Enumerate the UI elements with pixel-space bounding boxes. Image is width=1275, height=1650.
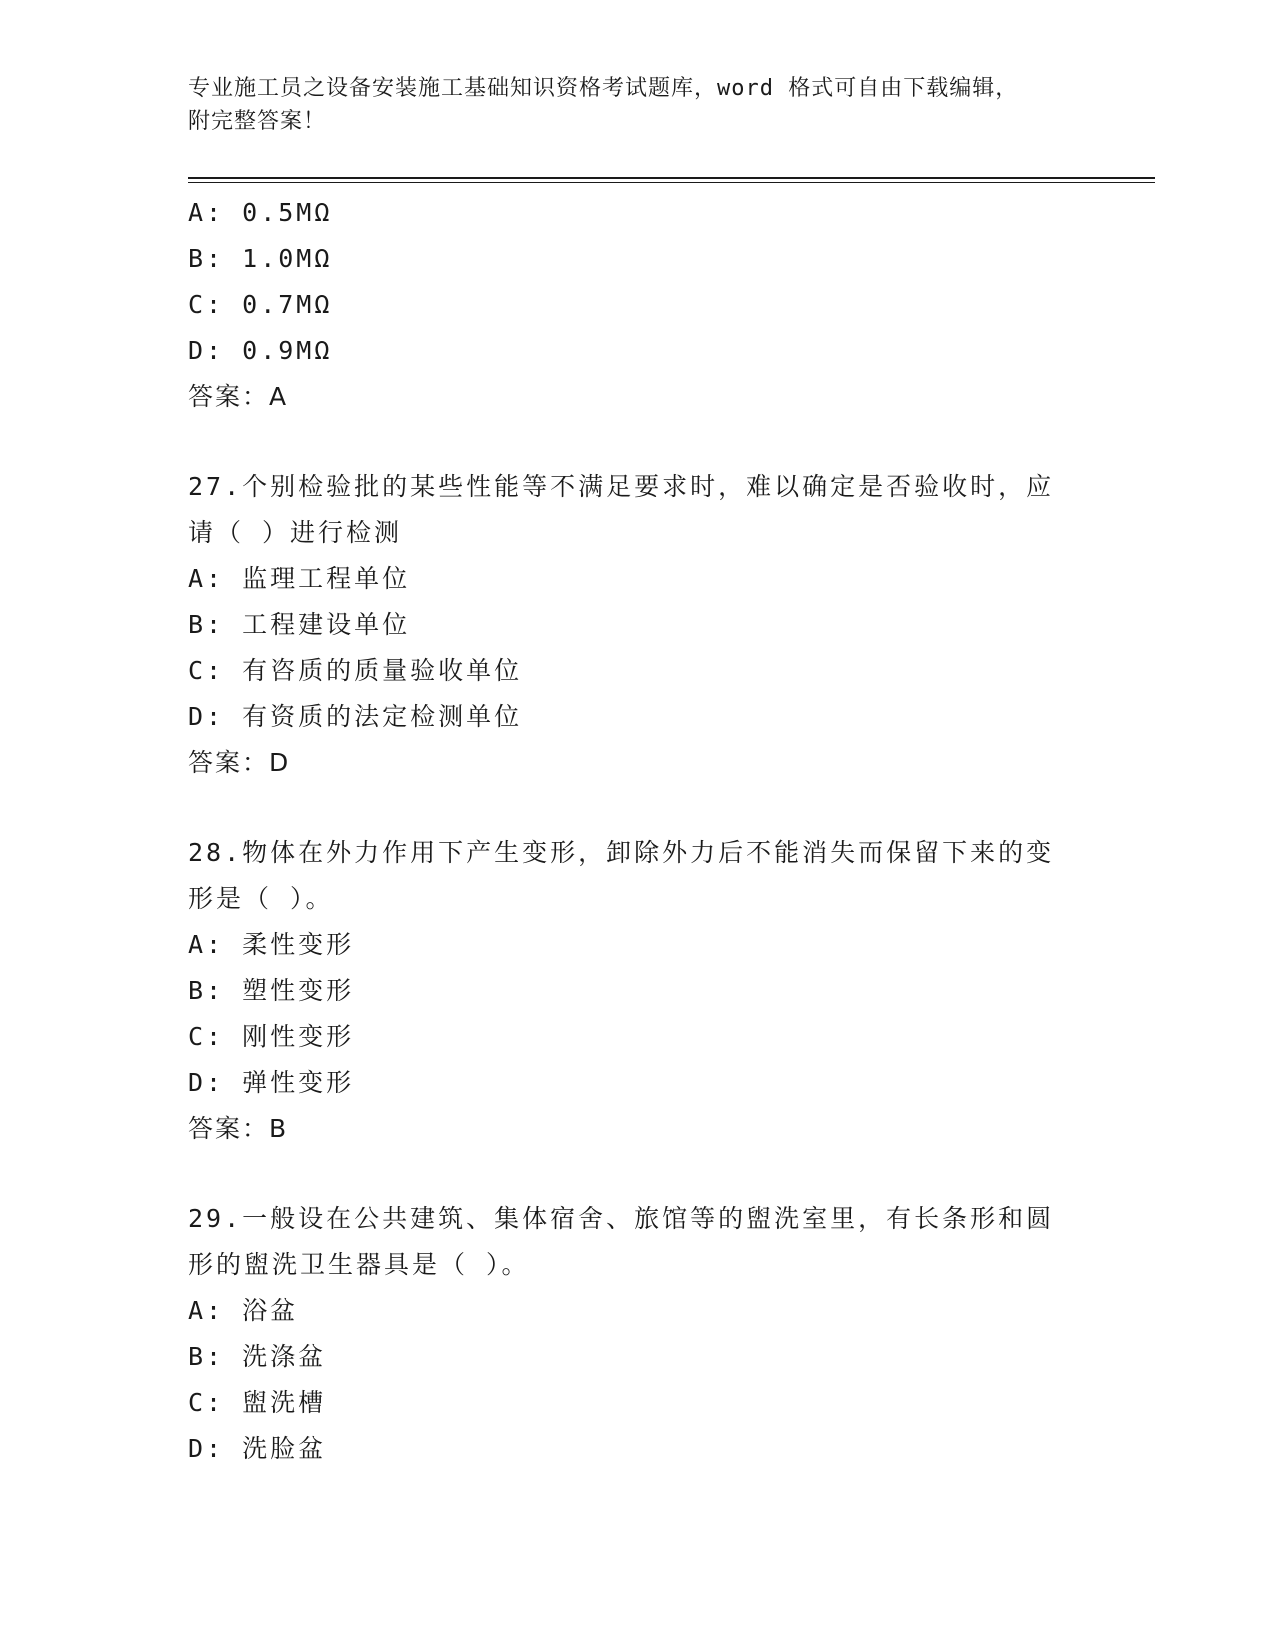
option-c: C: 0.7MΩ (188, 290, 333, 319)
option-c: C: 盥洗槽 (188, 1388, 327, 1417)
question-spacer (188, 786, 1088, 830)
question-stem-line2: 请（ ）进行检测 (188, 518, 403, 547)
question-28 (188, 830, 1088, 1152)
document-header (188, 72, 1088, 138)
question-stem-line1: 27.个别检验批的某些性能等不满足要求时，难以确定是否验收时，应 (188, 472, 1055, 501)
option-d: D: 弹性变形 (188, 1068, 355, 1097)
answer-text: 答案：D (188, 748, 291, 777)
option-b: B: 1.0MΩ (188, 244, 333, 273)
option-d: D: 0.9MΩ (188, 336, 333, 365)
question-stem-line1: 29.一般设在公共建筑、集体宿舍、旅馆等的盥洗室里，有长条形和圆 (188, 1204, 1055, 1233)
question-list (188, 190, 1088, 1472)
option-d: D: 有资质的法定检测单位 (188, 702, 523, 731)
question-spacer (188, 420, 1088, 464)
option-b: B: 洗涤盆 (188, 1342, 327, 1371)
option-a: A: 浴盆 (188, 1296, 299, 1325)
option-a: A: 柔性变形 (188, 930, 355, 959)
question-29 (188, 1196, 1088, 1472)
option-a: A: 0.5MΩ (188, 198, 333, 227)
header-divider-thick (188, 177, 1155, 179)
option-c: C: 刚性变形 (188, 1022, 355, 1051)
option-b: B: 塑性变形 (188, 976, 355, 1005)
question-stem-line2: 形的盥洗卫生器具是（ ）。 (188, 1250, 530, 1279)
answer-text: 答案：A (188, 382, 289, 411)
question-spacer (188, 1152, 1088, 1196)
question-26 (188, 190, 1088, 420)
question-stem-line1: 28.物体在外力作用下产生变形，卸除外力后不能消失而保留下来的变 (188, 838, 1055, 867)
question-27 (188, 464, 1088, 786)
header-title-line1: 专业施工员之设备安装施工基础知识资格考试题库，word 格式可自由下载编辑， (188, 76, 1019, 101)
option-c: C: 有咨质的质量验收单位 (188, 656, 523, 685)
option-a: A: 监理工程单位 (188, 564, 411, 593)
option-b: B: 工程建设单位 (188, 610, 411, 639)
answer-text: 答案：B (188, 1114, 289, 1143)
option-d: D: 洗脸盆 (188, 1434, 327, 1463)
header-divider-thin (188, 182, 1155, 183)
question-stem-line2: 形是（ ）。 (188, 884, 334, 913)
header-title-line2: 附完整答案！ (188, 109, 327, 134)
